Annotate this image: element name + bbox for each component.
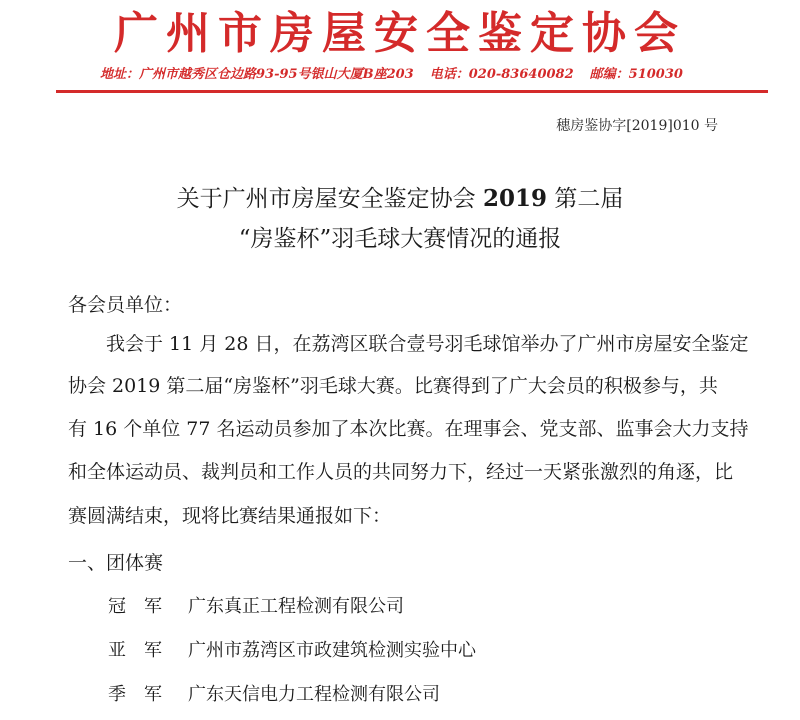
title-prefix: 关于广州市房屋安全鉴定协会 [176, 186, 476, 212]
salutation: 各会员单位： [68, 294, 183, 316]
body-line: 我会于 11 月 28 日，在荔湾区联合壹号羽毛球馆举办了广州市房屋安全鉴定 [106, 333, 749, 355]
rank-label: 冠军 [108, 596, 180, 617]
rank-label: 季军 [108, 684, 180, 705]
title-line-2: “房鉴杯”羽毛球大赛情况的通报 [238, 226, 562, 252]
postcode: 510030 [628, 67, 683, 82]
result-row-runner-up [108, 638, 476, 664]
result-row-third [108, 682, 440, 708]
postcode-label: 邮编： [589, 67, 629, 82]
address: 广州市越秀区仓边路93-95号银山大厦B座203 [139, 67, 414, 82]
body-line: 和全体运动员、裁判员和工作人员的共同努力下，经过一天紧张激烈的角逐，比 [68, 461, 734, 483]
result-row-champion [108, 594, 404, 620]
title-suffix: 第二届 [554, 186, 624, 212]
phone-label: 电话： [429, 67, 469, 82]
body-line: 有 16 个单位 77 名运动员参加了本次比赛。在理事会、党支部、监事会大力支持 [68, 418, 749, 440]
letterhead [0, 0, 800, 100]
letterhead-divider [56, 90, 768, 93]
winner-unit: 广州市荔湾区市政建筑检测实验中心 [188, 640, 476, 661]
title-line-1 [0, 184, 800, 214]
body-line: 协会 2019 第二届“房鉴杯”羽毛球大赛。比赛得到了广大会员的积极参与，共 [68, 375, 718, 397]
phone: 020-83640082 [468, 67, 574, 82]
body-line: 赛圆满结束，现将比赛结果通报如下： [68, 505, 392, 527]
title-year: 2019 [482, 185, 547, 212]
winner-unit: 广东真正工程检测有限公司 [188, 596, 404, 617]
contact-row [100, 66, 740, 84]
org-name: 广州市房屋安全鉴定协会 [114, 8, 686, 59]
winner-unit: 广东天信电力工程检测有限公司 [188, 684, 440, 705]
address-label: 地址： [100, 67, 140, 82]
team-section-heading: 一、团体赛 [68, 552, 164, 574]
rank-label: 亚军 [108, 640, 180, 661]
document-number: 穗房鉴协字[2019]010 号 [556, 118, 718, 134]
